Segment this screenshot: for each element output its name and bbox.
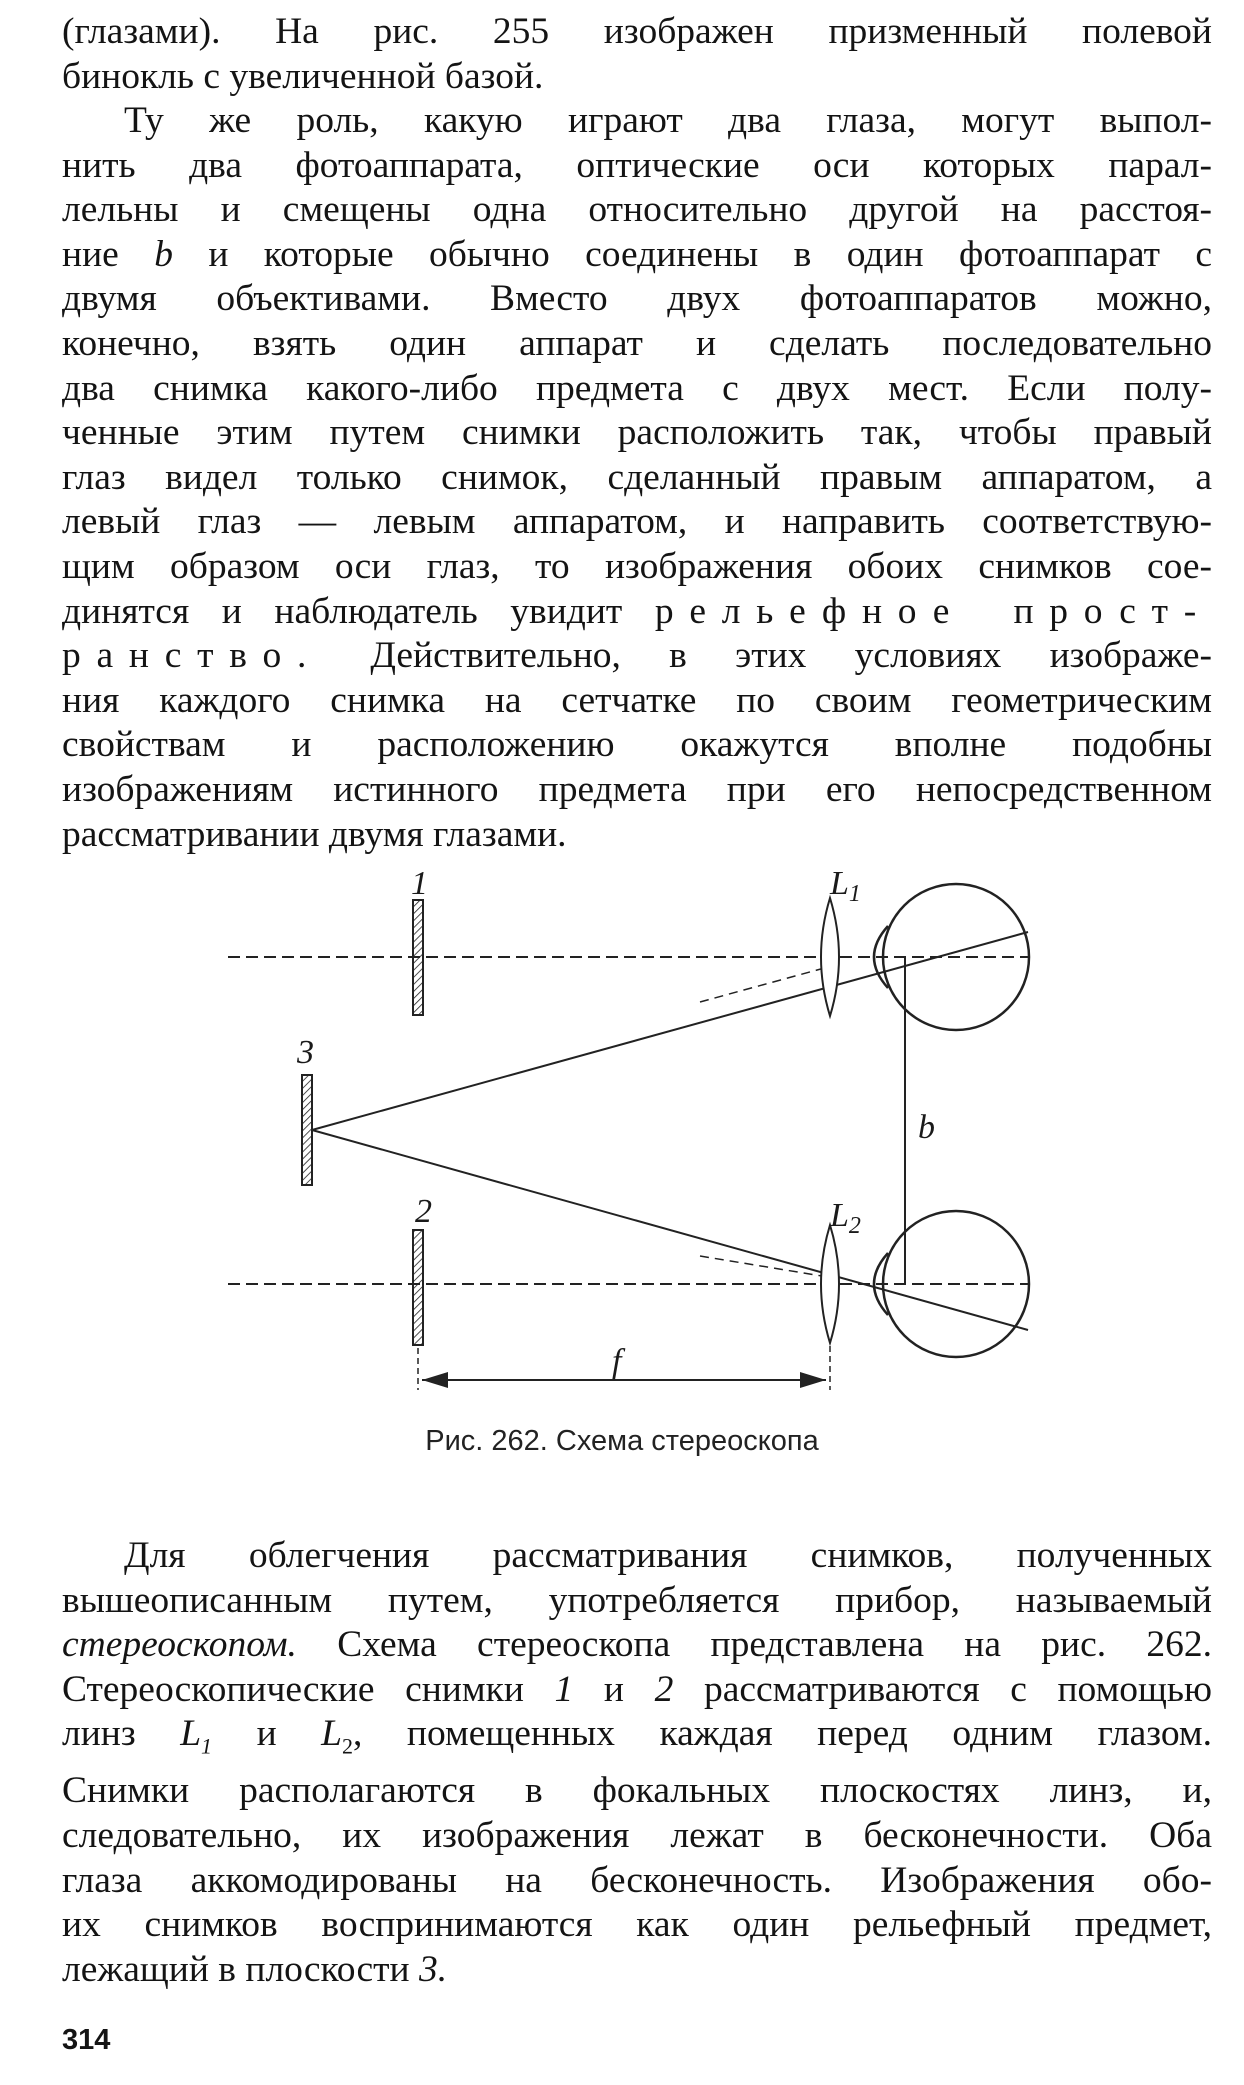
paragraph-continuation [62,10,1212,99]
paragraph-stereoscope [62,1534,1212,1992]
text-fragment: лежащий в плоскости [62,1948,410,1990]
stereoscope-diagram [0,860,1244,1420]
text-fragment: Стереоскопические снимки [62,1668,524,1710]
text-line: двумя объективами. Вместо двух фотоаппаратов можно, [62,278,1212,320]
text-line [62,590,1212,635]
text-line: свойствам и расположению окажутся вполне подобны [62,724,1212,766]
text-fragment: линз [62,1713,136,1755]
text-line: щим образом оси глаз, то изображения обоих снимков сое- [62,545,1212,587]
spaced-term: ранство. [62,635,323,677]
text-line: изображениям истинного предмета при его непосредственном [62,768,1212,810]
text-fragment: динятся и наблюдатель увидит [62,590,623,632]
text-line: левый глаз — левым аппаратом, и направить соответствую- [62,501,1212,543]
text-fragment: и которые обычно соединены в один фотоаппарат с [208,233,1213,275]
slide-2 [413,1230,423,1345]
text-fragment: и [256,1713,277,1755]
spaced-term: рельефное прост- [654,590,1212,632]
variable-b: b [154,233,173,275]
focal-arrow-left [422,1372,448,1388]
text-line: рассматривании двумя глазами. [62,813,567,855]
text-line [62,1623,1212,1668]
lens-subscript: 1 [201,1733,213,1759]
text-line: (глазами). На рис. 255 изображен призменный полевой [62,11,1212,52]
slide-1 [413,900,423,1015]
text-line: следовательно, их изображения лежат в бесконечности. Оба [62,1815,1212,1857]
text-fragment: рассматриваются с помощью [703,1668,1213,1710]
dashed-ray-top [700,967,828,1002]
label-L1-subscript: 1 [848,881,861,907]
text-fragment: , помещенных каждая перед одним глазом. [353,1713,1213,1755]
text-line: конечно, взять один аппарат и сделать последовательно [62,322,1212,364]
text-line: два снимка какого-либо предмета с двух мест. Если полу- [62,367,1212,409]
lens-subscript: 2 [342,1733,354,1759]
label-L1 [829,865,861,907]
text-line: бинокль с увеличенной базой. [62,55,544,97]
text-fragment: ние [62,233,119,275]
text-line: вышеописанным путем, употребляется прибор, называемый [62,1579,1212,1621]
label-L2-subscript: 2 [848,1213,861,1239]
text-line: глаза аккомодированы на бесконечность. Изображения обо- [62,1859,1212,1901]
term-stereoscope: стереоскопом. [62,1624,297,1666]
text-fragment: Схема стереоскопа представлена на рис. 262. [337,1624,1212,1666]
label-b: b [918,1109,935,1146]
text-line [62,1668,1212,1713]
lens-L1 [821,898,839,1016]
text-line: ченные этим путем снимки расположить так, чтобы правый [62,412,1212,454]
label-f: f [612,1343,622,1380]
text-fragment: и [603,1668,624,1710]
text-line: нить два фотоаппарата, оптические оси которых парал- [62,144,1212,186]
text-line: Для облегчения рассматривания снимков, полученных [124,1535,1212,1576]
plane-number: 3. [418,1948,448,1990]
lens-symbol [180,1713,213,1759]
focal-arrow-right [800,1372,826,1388]
slide-number: 1 [554,1668,574,1710]
label-L1-letter: L [830,865,849,902]
label-1: 1 [411,865,428,902]
label-3: 3 [297,1034,314,1071]
text-line: Снимки располагаются в фокальных плоскостях линз, и, [62,1770,1212,1812]
lens-symbol [321,1713,354,1759]
text-line [62,233,1212,278]
lens-letter: L [180,1713,202,1755]
text-line: лельны и смещены одна относительно другой на расстоя- [62,189,1212,231]
text-line [62,1712,1212,1769]
slide-number: 2 [654,1668,674,1710]
lens-letter: L [321,1713,343,1755]
page-number: 314 [62,2024,111,2056]
text-line: ния каждого снимка на сетчатке по своим геометрическим [62,679,1212,721]
text-line [62,634,1212,679]
text-line: Ту же роль, какую играют два глаза, могут выпол- [124,100,1212,141]
lens-L2 [821,1225,839,1343]
label-2: 2 [415,1193,432,1230]
paragraph-stereo-photography [62,99,1212,857]
dashed-ray-bottom [700,1256,828,1277]
text-fragment: Действительно, в этих условиях изображе- [370,635,1212,677]
plane-3 [302,1075,312,1185]
text-line: глаз видел только снимок, сделанный правым аппаратом, а [62,456,1212,498]
label-L2 [829,1197,861,1239]
figure-caption: Рис. 262. Схема стереоскопа [425,1425,819,1457]
label-L2-letter: L [830,1197,849,1234]
text-line: их снимков воспринимаются как один рельефный предмет, [62,1904,1212,1946]
text-line [62,1948,1212,1993]
